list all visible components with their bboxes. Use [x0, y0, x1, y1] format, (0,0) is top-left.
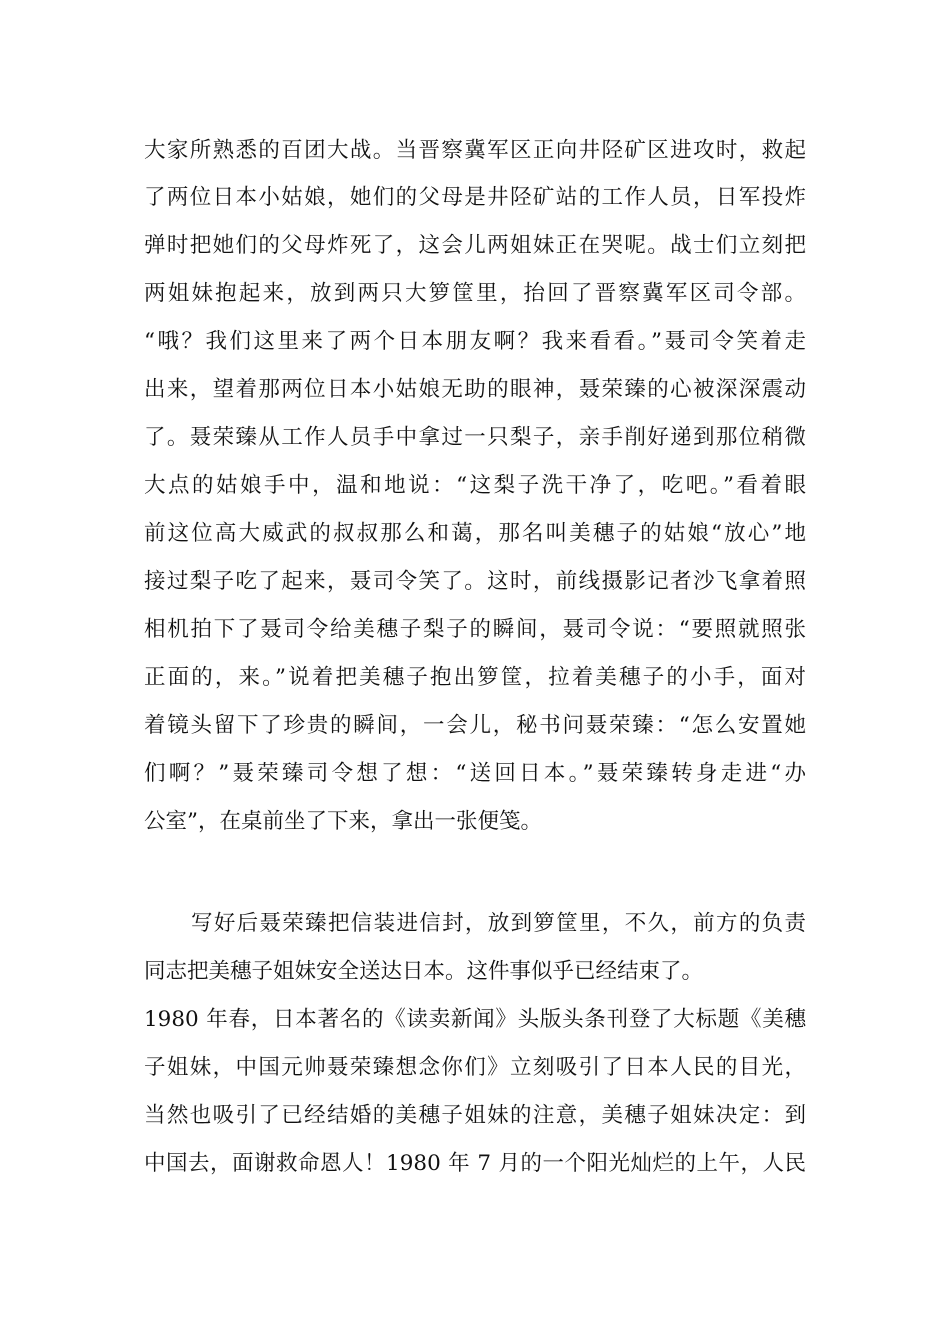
text-line: 正面的，来。”说着把美穗子抱出箩筐，拉着美穗子的小手，面对	[144, 665, 806, 690]
text-line: 了。聂荣臻从工作人员手中拿过一只梨子，亲手削好递到那位稍微	[144, 425, 806, 450]
text-line: 当然也吸引了已经结婚的美穗子姐妹的注意，美穗子姐妹决定：到	[144, 1103, 806, 1128]
text-line: 子姐妹，中国元帅聂荣臻想念你们》立刻吸引了日本人民的目光，	[144, 1055, 806, 1080]
text-line: 中国去，面谢救命恩人！1980 年 7 月的一个阳光灿烂的上午，人民	[144, 1151, 806, 1176]
text-line: 写好后聂荣臻把信装进信封，放到箩筐里，不久，前方的负责	[191, 911, 806, 936]
text-line: 相机拍下了聂司令给美穗子梨子的瞬间，聂司令说：“要照就照张	[144, 617, 806, 642]
text-line: 了两位日本小姑娘，她们的父母是井陉矿站的工作人员，日军投炸	[144, 185, 806, 210]
text-line: 前这位高大威武的叔叔那么和蔼，那名叫美穗子的姑娘“放心”地	[144, 521, 806, 546]
text-line: 着镜头留下了珍贵的瞬间，一会儿，秘书问聂荣臻：“怎么安置她	[144, 713, 806, 738]
text-line: 1980 年春，日本著名的《读卖新闻》头版头条刊登了大标题《美穗	[144, 1007, 806, 1032]
text-line: 公室”，在桌前坐了下来，拿出一张便笺。	[144, 809, 542, 834]
text-line: 同志把美穗子姐妹安全送达日本。这件事似乎已经结束了。	[144, 959, 704, 984]
text-line: 出来，望着那两位日本小姑娘无助的眼神，聂荣臻的心被深深震动	[144, 377, 806, 402]
text-line: “哦？我们这里来了两个日本朋友啊？我来看看。”聂司令笑着走	[144, 329, 806, 354]
text-line: 们啊？”聂荣臻司令想了想：“送回日本。”聂荣臻转身走进“办	[144, 761, 806, 786]
text-line: 大家所熟悉的百团大战。当晋察冀军区正向井陉矿区进攻时，救起	[144, 138, 806, 163]
text-line: 大点的姑娘手中，温和地说：“这梨子洗干净了，吃吧。”看着眼	[144, 473, 806, 498]
text-line: 接过梨子吃了起来，聂司令笑了。这时，前线摄影记者沙飞拿着照	[144, 569, 806, 594]
text-line: 两姐妹抱起来，放到两只大箩筐里，抬回了晋察冀军区司令部。	[144, 281, 806, 306]
text-line: 弹时把她们的父母炸死了，这会儿两姐妹正在哭呢。战士们立刻把	[144, 233, 806, 258]
